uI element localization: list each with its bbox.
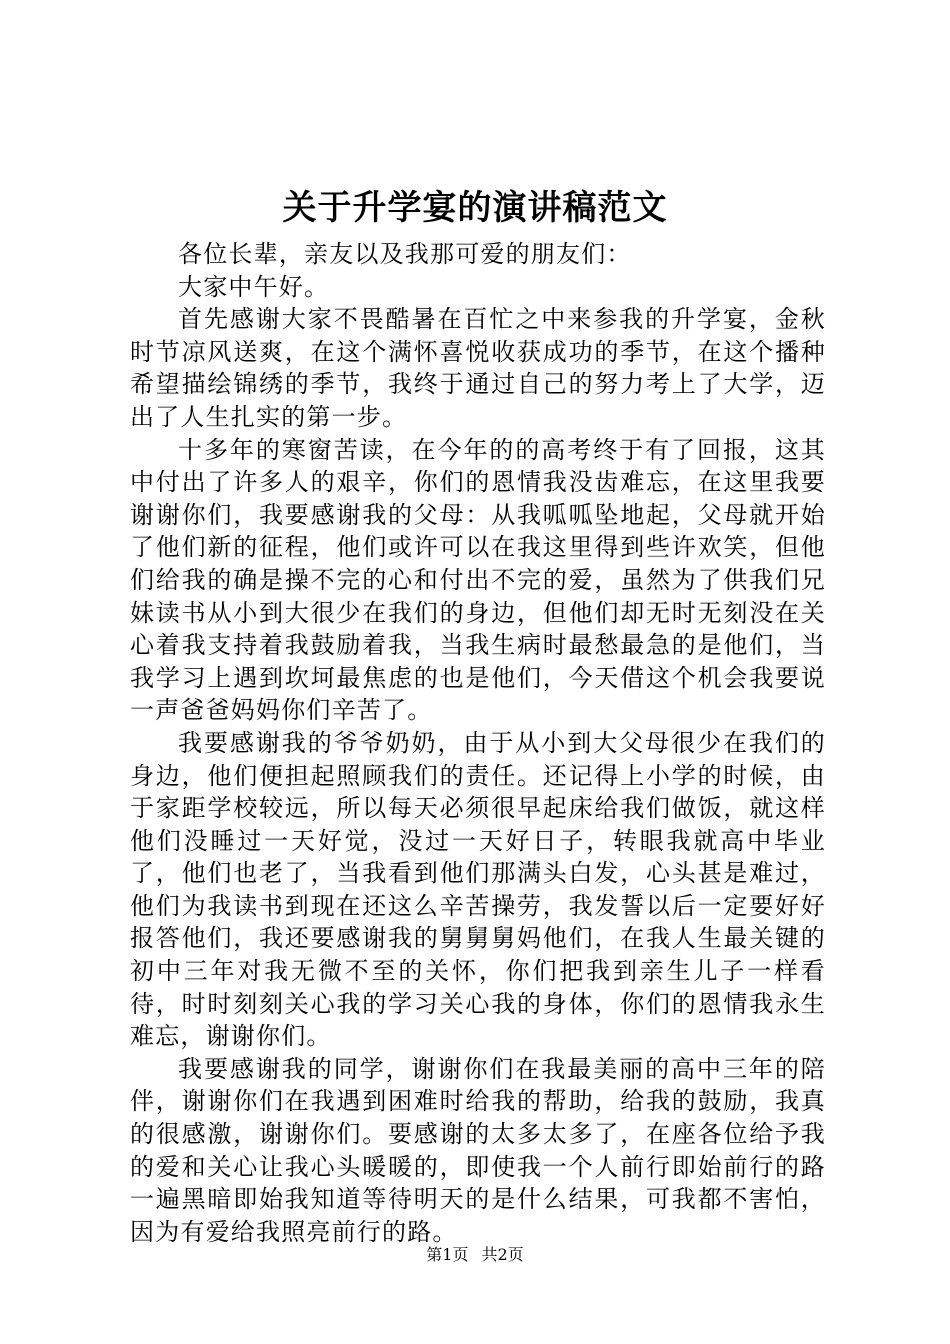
paragraph-thanks-classmates: 我要感谢我的同学，谢谢你们在我最美丽的高中三年的陪伴，谢谢你们在我遇到困难时给我的帮助，给我的鼓励，我真的很感激，谢谢你们。要感谢的太多太多了，在座各位给予我的爱和关心让我心头暖暖的，即使我一个人前行即始前行的路一遍黑暗即始我知道等待明天的是什么结果，可我都不害怕，因为有爱给我照亮前行的路。 bbox=[130, 1054, 826, 1246]
page-number-current: 第1页 bbox=[426, 1245, 469, 1264]
paragraph-salutation: 大家中午好。 bbox=[178, 272, 330, 301]
paragraph-thanks-guests: 首先感谢大家不畏酷暑在百忙之中来参我的升学宴，金秋时节凉风送爽，在这个满怀喜悦收获成功的季节，在这个播种希望描绘锦绣的季节，我终于通过自己的努力考上了大学，迈出了人生扎实的第一步。 bbox=[130, 305, 826, 431]
paragraph-greeting: 各位长辈，亲友以及我那可爱的朋友们： bbox=[178, 240, 632, 268]
document-body bbox=[130, 238, 826, 1248]
document-title: 关于升学宴的演讲稿范文 bbox=[282, 188, 668, 228]
page-footer bbox=[0, 1244, 950, 1266]
paragraph-thanks-grandparents: 我要感谢我的爷爷奶奶，由于从小到大父母很少在我们的身边，他们便担起照顾我们的责任。还记得上小学的时候，由于家距学校较远，所以每天必须很早起床给我们做饭，就这样他们没睡过一天好觉，没过一天好日子，转眼我就高中毕业了，他们也老了，当我看到他们那满头白发，心头甚是难过，他们为我读书到现在还这么辛苦操劳，我发誓以后一定要好好报答他们，我还要感谢我的舅舅舅妈他们，在我人生最关键的初中三年对我无微不至的关怀，你们把我到亲生儿子一样看待，时时刻刻关心我的学习关心我的身体，你们的恩情我永生难忘，谢谢你们。 bbox=[130, 728, 826, 1051]
paragraph-thanks-parents: 十多年的寒窗苦读，在今年的的高考终于有了回报，这其中付出了许多人的艰辛，你们的恩情我没齿难忘，在这里我要谢谢你们，我要感谢我的父母：从我呱呱坠地起，父母就开始了他们新的征程，他们或许可以在我这里得到些许欢笑，但他们给我的确是操不完的心和付出不完的爱，虽然为了供我们兄妹读书从小到大很少在我们的身边，但他们却无时无刻没在关心着我支持着我鼓励着我，当我生病时最愁最急的是他们，当我学习上遇到坎坷最焦虑的也是他们，今天借这个机会我要说一声爸爸妈妈你们辛苦了。 bbox=[130, 435, 826, 725]
page-number-total: 共2页 bbox=[481, 1245, 524, 1264]
